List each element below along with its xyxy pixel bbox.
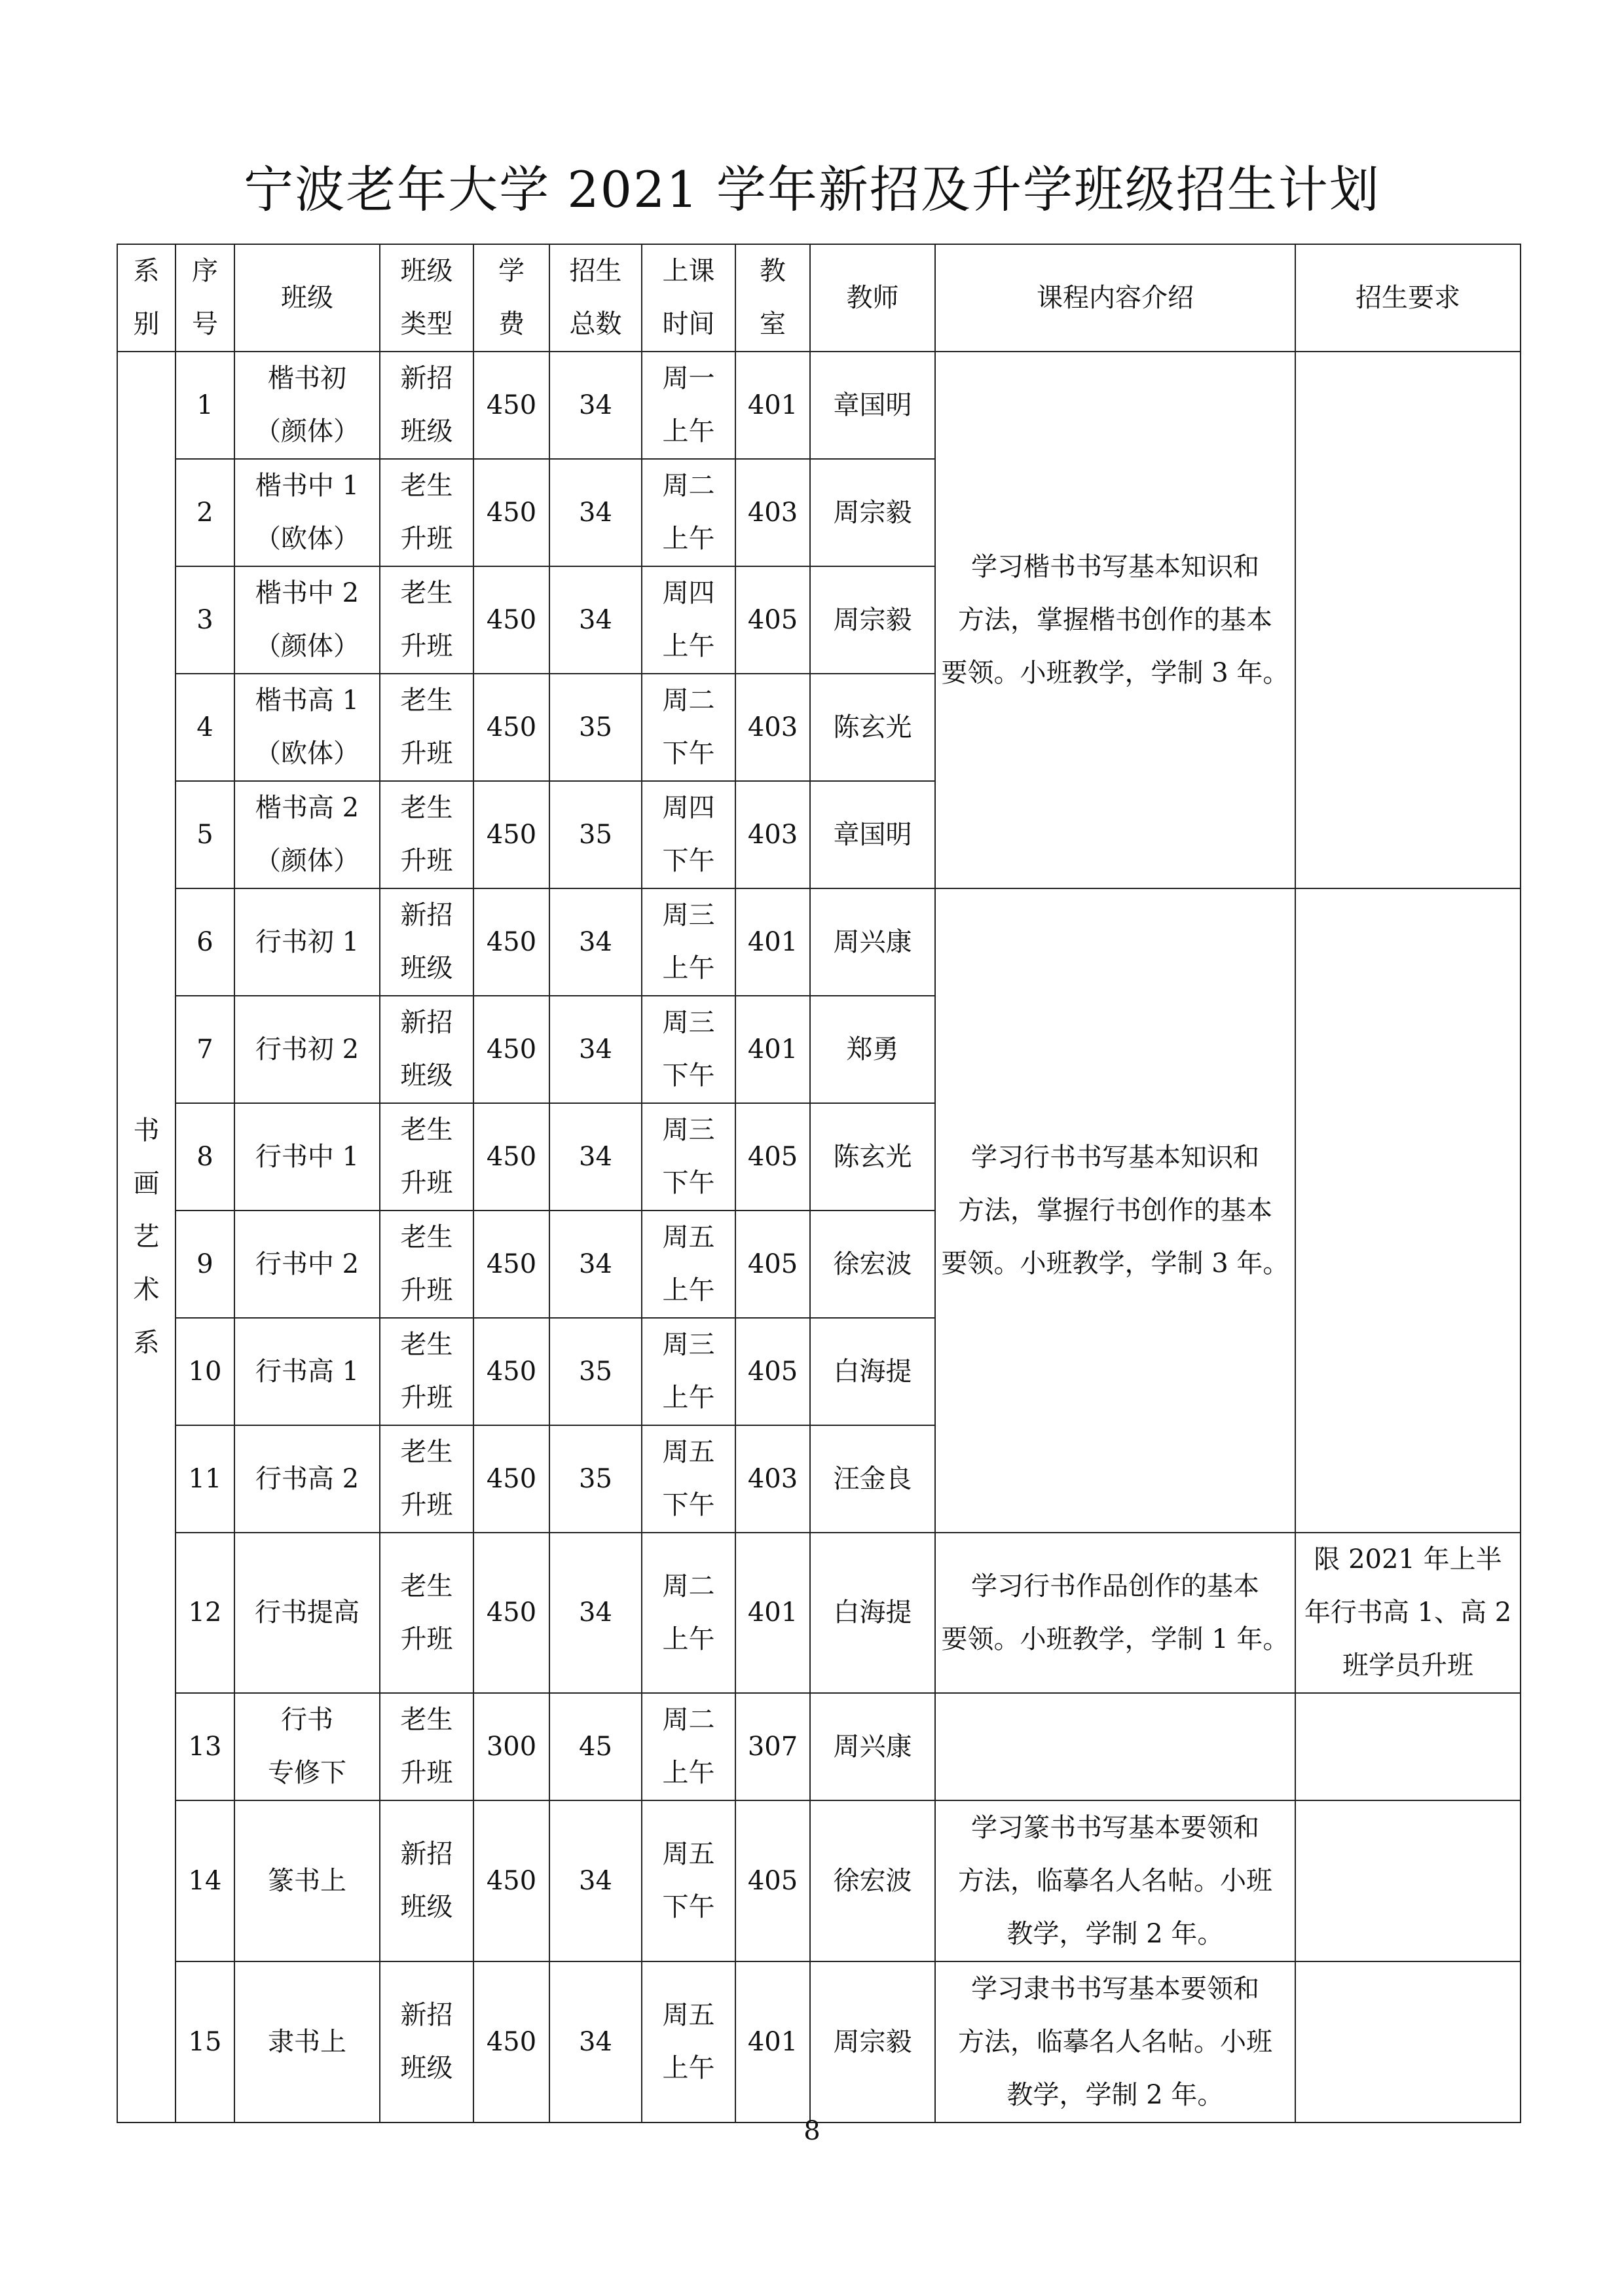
row-time: 周五 下午 [642,1425,735,1533]
row-time: 周五 上午 [642,1211,735,1318]
row-fee: 450 [473,1533,549,1693]
table-row [117,1961,1521,2123]
row-teacher: 白海提 [810,1318,935,1425]
desc-kaishu: 学习楷书书写基本知识和 方法，掌握楷书创作的基本 要领。小班教学，学制 3 年。 [935,352,1295,888]
row-class: 楷书初 （颜体） [234,352,380,459]
req-xingshu-zhuanxiu [1295,1693,1521,1800]
row-type: 新招 班级 [380,1800,473,1961]
page-number: 8 [803,2116,821,2146]
row-type: 老生 升班 [380,781,473,888]
desc-lishu: 学习隶书书写基本要领和 方法，临摹名人名帖。小班 教学，学制 2 年。 [935,1961,1295,2123]
header-no: 序 号 [175,244,234,352]
row-time: 周三 下午 [642,1103,735,1211]
row-class: 行书高 1 [234,1318,380,1425]
row-no: 4 [175,674,234,781]
row-no: 6 [175,888,234,996]
row-type: 老生 升班 [380,1533,473,1693]
row-fee: 450 [473,1211,549,1318]
row-type: 老生 升班 [380,566,473,674]
table-row [117,1533,1521,1693]
row-type: 老生 升班 [380,674,473,781]
row-time: 周五 上午 [642,1961,735,2123]
enrollment-plan-table [117,244,1521,2123]
row-class: 行书中 1 [234,1103,380,1211]
row-fee: 450 [473,1103,549,1211]
req-lishu [1295,1961,1521,2123]
row-fee: 450 [473,1800,549,1961]
row-room: 307 [735,1693,810,1800]
row-time: 周三 上午 [642,888,735,996]
row-no: 13 [175,1693,234,1800]
row-total: 45 [549,1693,642,1800]
row-teacher: 汪金良 [810,1425,935,1533]
row-room: 401 [735,352,810,459]
row-teacher: 周宗毅 [810,459,935,566]
row-total: 34 [549,1961,642,2123]
row-class: 楷书中 2 （颜体） [234,566,380,674]
header-type: 班级 类型 [380,244,473,352]
row-type: 老生 升班 [380,1425,473,1533]
row-time: 周三 下午 [642,996,735,1103]
row-no: 1 [175,352,234,459]
row-teacher: 周兴康 [810,888,935,996]
row-no: 7 [175,996,234,1103]
row-type: 老生 升班 [380,459,473,566]
row-no: 2 [175,459,234,566]
req-xingshu [1295,888,1521,1533]
row-no: 15 [175,1961,234,2123]
row-fee: 450 [473,352,549,459]
row-class: 行书初 2 [234,996,380,1103]
table-row [117,1693,1521,1800]
row-teacher: 周宗毅 [810,566,935,674]
header-dept: 系 别 [117,244,175,352]
row-room: 403 [735,781,810,888]
row-fee: 450 [473,459,549,566]
row-time: 周三 上午 [642,1318,735,1425]
row-teacher: 陈玄光 [810,674,935,781]
row-total: 34 [549,1533,642,1693]
row-class: 楷书中 1 （欧体） [234,459,380,566]
row-teacher: 徐宏波 [810,1800,935,1961]
row-teacher: 郑勇 [810,996,935,1103]
row-type: 老生 升班 [380,1318,473,1425]
row-total: 34 [549,888,642,996]
row-fee: 450 [473,566,549,674]
header-row [117,244,1521,352]
row-total: 34 [549,1103,642,1211]
req-zhuanshu [1295,1800,1521,1961]
row-fee: 450 [473,1425,549,1533]
row-class: 楷书高 1 （欧体） [234,674,380,781]
row-type: 新招 班级 [380,1961,473,2123]
desc-zhuanshu: 学习篆书书写基本要领和 方法，临摹名人名帖。小班 教学，学制 2 年。 [935,1800,1295,1961]
row-teacher: 周宗毅 [810,1961,935,2123]
row-type: 老生 升班 [380,1211,473,1318]
row-room: 405 [735,1211,810,1318]
row-total: 34 [549,1800,642,1961]
table-row [117,1800,1521,1961]
row-total: 34 [549,996,642,1103]
row-class: 行书提高 [234,1533,380,1693]
header-desc: 课程内容介绍 [935,244,1295,352]
row-fee: 450 [473,996,549,1103]
row-class: 行书中 2 [234,1211,380,1318]
row-time: 周二 下午 [642,674,735,781]
row-no: 5 [175,781,234,888]
row-class: 篆书上 [234,1800,380,1961]
row-fee: 300 [473,1693,549,1800]
row-class: 行书 专修下 [234,1693,380,1800]
row-room: 401 [735,996,810,1103]
desc-xingshu-zhuanxiu [935,1693,1295,1800]
department-label: 书 画 艺 术 系 [133,1116,160,1358]
row-class: 楷书高 2 （颜体） [234,781,380,888]
department-cell [117,352,175,2123]
row-fee: 450 [473,781,549,888]
row-total: 34 [549,459,642,566]
row-teacher: 白海提 [810,1533,935,1693]
row-no: 8 [175,1103,234,1211]
row-room: 405 [735,566,810,674]
header-class: 班级 [234,244,380,352]
row-no: 3 [175,566,234,674]
row-no: 9 [175,1211,234,1318]
row-time: 周二 上午 [642,1693,735,1800]
header-time: 上课 时间 [642,244,735,352]
row-type: 新招 班级 [380,352,473,459]
header-fee: 学 费 [473,244,549,352]
header-total: 招生 总数 [549,244,642,352]
row-no: 10 [175,1318,234,1425]
row-total: 34 [549,566,642,674]
table-row [117,352,1521,459]
desc-xingshu-tigao: 学习行书作品创作的基本 要领。小班教学，学制 1 年。 [935,1533,1295,1693]
row-time: 周五 下午 [642,1800,735,1961]
row-room: 401 [735,1961,810,2123]
row-room: 401 [735,888,810,996]
row-room: 405 [735,1318,810,1425]
row-total: 35 [549,1318,642,1425]
row-time: 周四 上午 [642,566,735,674]
header-room: 教 室 [735,244,810,352]
row-total: 34 [549,352,642,459]
row-room: 401 [735,1533,810,1693]
row-no: 12 [175,1533,234,1693]
row-class: 行书初 1 [234,888,380,996]
row-room: 403 [735,459,810,566]
row-type: 新招 班级 [380,996,473,1103]
row-no: 14 [175,1800,234,1961]
row-time: 周四 下午 [642,781,735,888]
row-time: 周一 上午 [642,352,735,459]
row-time: 周二 上午 [642,459,735,566]
row-fee: 450 [473,1961,549,2123]
req-xingshu-tigao: 限 2021 年上半 年行书高 1、高 2 班学员升班 [1295,1533,1521,1693]
row-no: 11 [175,1425,234,1533]
row-total: 35 [549,674,642,781]
row-total: 35 [549,1425,642,1533]
row-total: 34 [549,1211,642,1318]
row-total: 35 [549,781,642,888]
row-room: 403 [735,1425,810,1533]
header-req: 招生要求 [1295,244,1521,352]
row-type: 新招 班级 [380,888,473,996]
row-teacher: 陈玄光 [810,1103,935,1211]
header-teacher: 教师 [810,244,935,352]
req-kaishu [1295,352,1521,888]
row-room: 405 [735,1800,810,1961]
row-class: 隶书上 [234,1961,380,2123]
row-type: 老生 升班 [380,1103,473,1211]
row-fee: 450 [473,1318,549,1425]
row-teacher: 徐宏波 [810,1211,935,1318]
row-room: 405 [735,1103,810,1211]
row-fee: 450 [473,674,549,781]
row-teacher: 周兴康 [810,1693,935,1800]
desc-xingshu: 学习行书书写基本知识和 方法，掌握行书创作的基本 要领。小班教学，学制 3 年。 [935,888,1295,1533]
row-teacher: 章国明 [810,781,935,888]
table-row [117,888,1521,996]
row-time: 周二 上午 [642,1533,735,1693]
row-type: 老生 升班 [380,1693,473,1800]
row-fee: 450 [473,888,549,996]
row-class: 行书高 2 [234,1425,380,1533]
row-teacher: 章国明 [810,352,935,459]
row-room: 403 [735,674,810,781]
page-title: 宁波老年大学 2021 学年新招及升学班级招生计划 [244,160,1380,219]
